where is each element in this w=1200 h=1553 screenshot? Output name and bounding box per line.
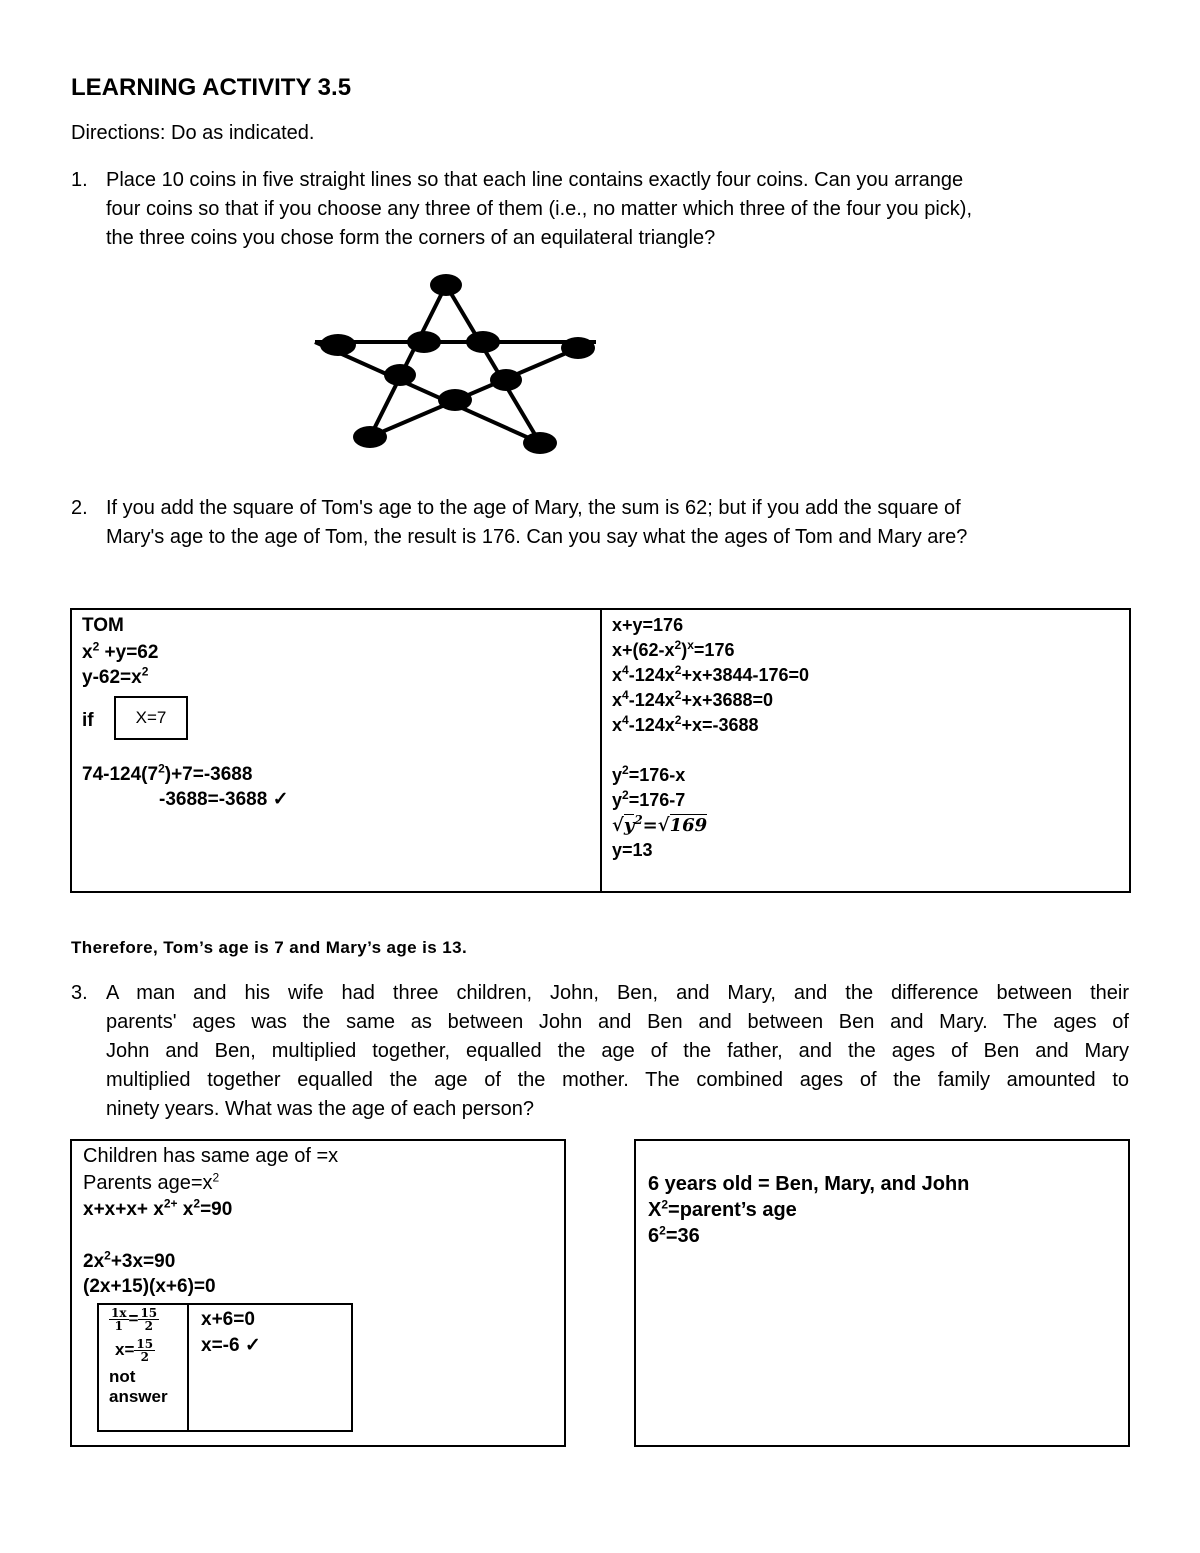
question-line: four coins so that if you choose any three of them (i.e., no matter which three of the four you pick), [106, 198, 972, 220]
coin [523, 432, 557, 454]
tom-eq1: $x^2 +y=62$ [82, 639, 159, 663]
table-divider [600, 610, 602, 891]
mary-eq7: $y^2=176-7$ [612, 788, 686, 810]
q2-solution-table [70, 608, 1131, 893]
question-2 [71, 494, 1129, 552]
quadratic-line: $2x^2+3x=90$ [83, 1248, 176, 1272]
q3-work-box [70, 1139, 566, 1447]
question-line: the three coins you chose form the corners of an equilateral triangle? [106, 227, 716, 249]
question-line: If you add the square of Tom's age to the age of Mary, the sum is 62; but if you add the square of [106, 497, 961, 519]
tom-heading: TOM [82, 615, 124, 636]
mary-cell [612, 613, 1112, 863]
directions: Directions: Do as indicated. [71, 122, 315, 144]
question-number: 3. [71, 982, 88, 1004]
roots-divider [187, 1305, 189, 1430]
mary-eq6: $y^2=176-x$ [612, 763, 686, 785]
coin [438, 389, 472, 411]
coin [466, 331, 500, 353]
star-line [446, 285, 540, 443]
not-answer-2: answer [109, 1387, 168, 1406]
question-line: Mary's age to the age of Tom, the result is 176. Can you say what the ages of Tom and Mary are? [106, 526, 968, 548]
mary-eq5: $x^4-124x^2+x=-3688$ [612, 713, 759, 735]
tom-cell [82, 613, 582, 812]
question-3 [71, 979, 1129, 1124]
sum-line: $x+x+x+ x^{2+}$ $x^2=90$ [83, 1196, 233, 1220]
if-value-box: X=7 [114, 696, 188, 740]
fraction-eq-1: $\frac{1x}{1}$ = $\frac{15}{2}$ [111, 1306, 158, 1333]
children-line: Children has same age of =x [83, 1145, 339, 1167]
coin [407, 331, 441, 353]
if-label: if [82, 710, 94, 731]
conclusion: Therefore, Tom’s age is 7 and Mary’s age is 13. [71, 938, 468, 957]
q3-answer [648, 1171, 1118, 1249]
mary-eq3: $x^4-124x^2+x+3844-176=0$ [612, 663, 810, 685]
answer-line: $6^2=36$ [648, 1223, 700, 1247]
fraction-eq-2: x= $\frac{15}{2}$ [115, 1337, 154, 1364]
mary-eq8: $√y^2=√169$ [612, 813, 708, 836]
question-1 [71, 166, 1129, 253]
mary-eq1: x+y=176 [612, 615, 684, 635]
roots-table [97, 1303, 353, 1432]
question-line: John and Ben, multiplied together, equalled the age of the father, and the ages of Ben and Mary [106, 1040, 1129, 1062]
star-line [370, 285, 446, 437]
factored-line: (2x+15)(x+6)=0 [83, 1276, 216, 1297]
q3-work [83, 1143, 553, 1299]
coin [353, 426, 387, 448]
mary-eq9: y=13 [612, 840, 653, 860]
question-line: multiplied together equalled the age of the mother. The combined ages of the family amounted to [106, 1069, 1129, 1091]
page-title: LEARNING ACTIVITY 3.5 [71, 74, 352, 101]
tom-eq4: -3688=-3688 ✓ [159, 789, 289, 810]
answer-line: 6 years old = Ben, Mary, and John [648, 1173, 970, 1195]
question-number: 2. [71, 497, 88, 519]
question-line: A man and his wife had three children, John, Ben, and Mary, and the difference between their [106, 982, 1129, 1004]
coin [561, 337, 595, 359]
parents-line: Parents $age=x^2$ [83, 1170, 220, 1194]
root-eq-2: x=-6 ✓ [201, 1335, 261, 1356]
coin-star-diagram [300, 265, 610, 465]
star-line [370, 348, 578, 437]
mary-eq4: $x^4-124x^2+x+3688=0$ [612, 688, 774, 710]
coin [430, 274, 462, 296]
mary-eq2: $x+(62-x^2)^x=176$ [612, 638, 735, 660]
root-left-cell [109, 1307, 185, 1407]
root-right-cell [201, 1307, 351, 1359]
answer-line: $X^2=parent’s$ age [648, 1197, 797, 1221]
star-lines [315, 285, 596, 443]
coin [384, 364, 416, 386]
not-answer-1: not [109, 1367, 136, 1386]
question-line: parents' ages was the same as between John and Ben and between Ben and Mary. The ages of [106, 1011, 1129, 1033]
question-line: ninety years. What was the age of each person? [106, 1098, 535, 1120]
question-line: Place 10 coins in five straight lines so that each line contains exactly four coins. Can you arrange [106, 169, 964, 191]
tom-eq3: $74-124(7^2)+7=-3688$ [82, 761, 253, 785]
tom-if-row [82, 696, 582, 744]
question-number: 1. [71, 169, 88, 191]
root-eq-1: x+6=0 [201, 1309, 255, 1330]
star-line [315, 342, 540, 443]
tom-eq2: $y-62=x^2$ [82, 664, 149, 688]
coin [320, 334, 356, 356]
coin [490, 369, 522, 391]
q3-answer-box [634, 1139, 1130, 1447]
